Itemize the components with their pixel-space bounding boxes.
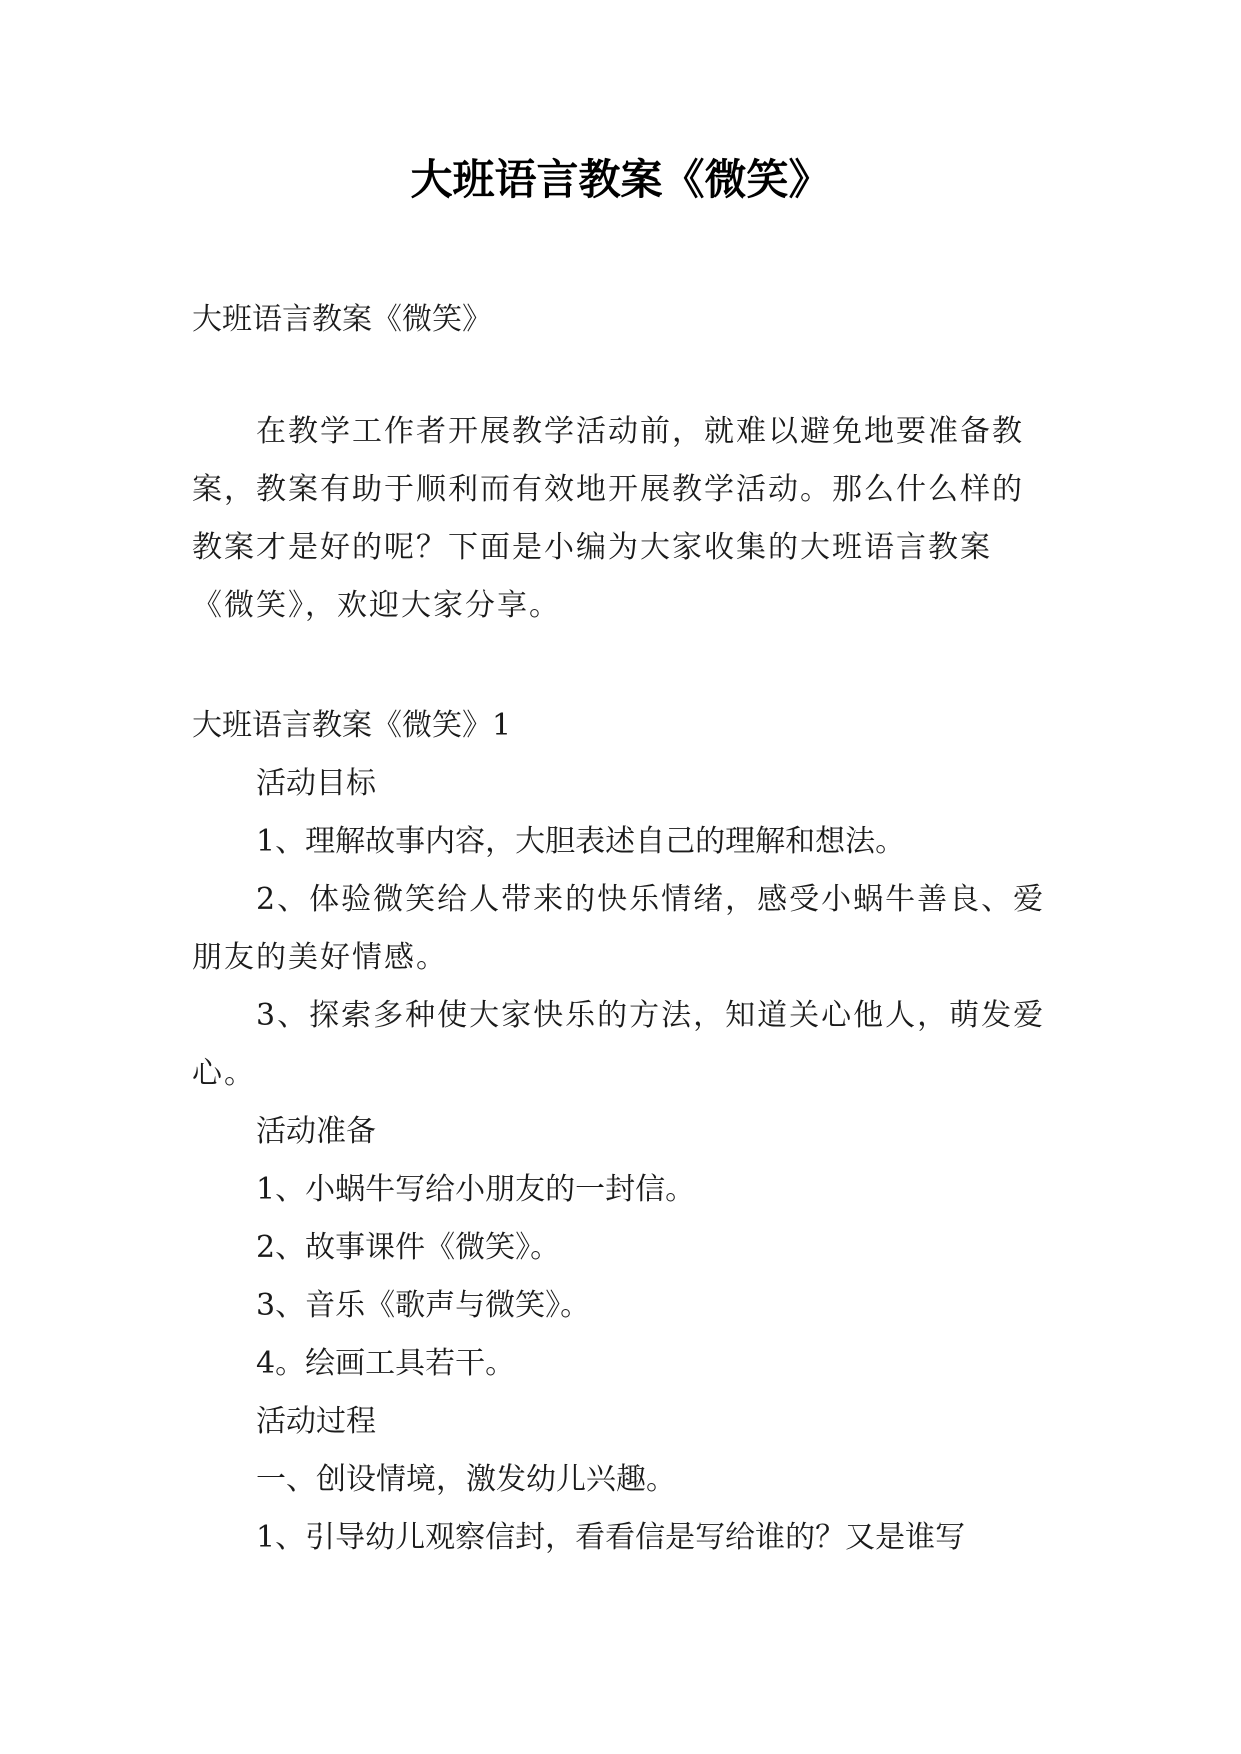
prep-heading: 活动准备 [256, 1114, 376, 1149]
section-heading: 大班语言教案《微笑》1 [192, 708, 512, 743]
process-step-1: 一、创设情境，激发幼儿兴趣。 [256, 1462, 676, 1497]
process-heading: 活动过程 [256, 1404, 376, 1439]
process-step-1-1: 1、引导幼儿观察信封，看看信是写给谁的？又是谁写 [256, 1520, 966, 1555]
goal-item-1: 1、理解故事内容，大胆表述自己的理解和想法。 [256, 824, 906, 859]
goal-item-3: 3、探索多种使大家快乐的方法，知道关心他人，萌发爱心。 [192, 998, 1046, 1091]
prep-item-2: 2、故事课件《微笑》。 [256, 1230, 561, 1265]
prep-item-3: 3、音乐《歌声与微笑》。 [256, 1288, 591, 1323]
prep-item-4: 4。绘画工具若干。 [256, 1346, 516, 1381]
prep-item-1: 1、小蜗牛写给小朋友的一封信。 [256, 1172, 696, 1207]
goal-item-2: 2、体验微笑给人带来的快乐情绪，感受小蜗牛善良、爱朋友的美好情感。 [192, 882, 1046, 975]
goals-heading: 活动目标 [256, 766, 376, 801]
document-subtitle: 大班语言教案《微笑》 [192, 302, 492, 337]
lesson-section [192, 697, 1050, 1567]
intro-paragraph: 在教学工作者开展教学活动前，就难以避免地要准备教案，教案有助于顺利而有效地开展教学活动。那么什么样的教案才是好的呢？下面是小编为大家收集的大班语言教案《微笑》，欢迎大家分享。 [192, 414, 1024, 623]
document-title: 大班语言教案《微笑》 [410, 155, 831, 204]
